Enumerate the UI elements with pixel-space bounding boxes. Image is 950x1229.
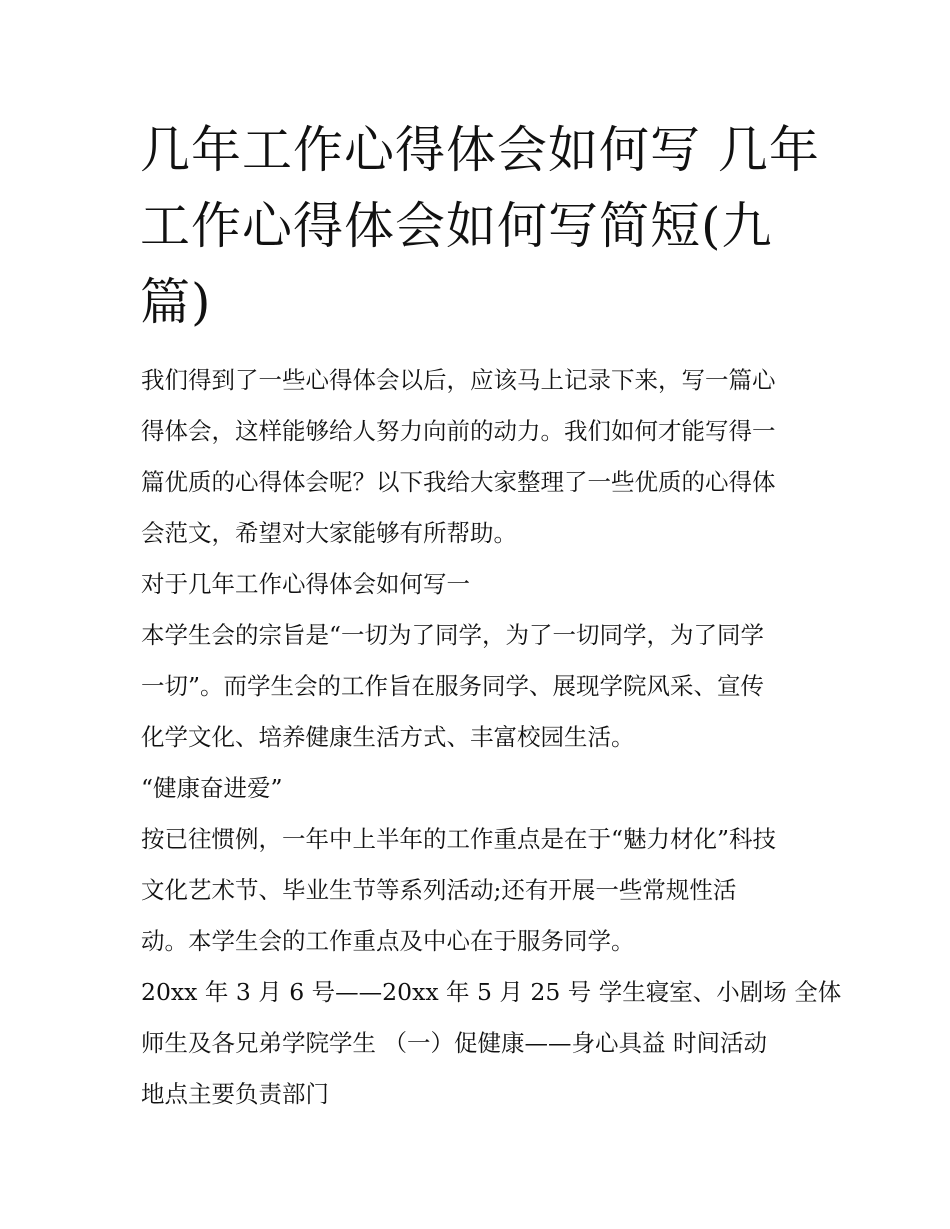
body-line: 地点主要负责部门 xyxy=(141,1080,329,1108)
document-body xyxy=(141,355,842,1120)
body-line: 文化艺术节、毕业生节等系列活动;还有开展一些常规性活 xyxy=(141,876,737,904)
document-title: 几年工作心得体会如何写 几年工作心得体会如何写简短(九篇) xyxy=(140,121,820,331)
section-heading: 对于几年工作心得体会如何写一 xyxy=(141,570,470,598)
body-line: 我们得到了一些心得体会以后，应该马上记录下来，写一篇心 xyxy=(141,366,776,394)
body-line: 化学文化、培养健康生活方式、丰富校园生活。 xyxy=(141,723,635,751)
body-line: 一切”。而学生会的工作旨在服务同学、展现学院风采、宣传 xyxy=(141,672,765,700)
body-line: 篇优质的心得体会呢？以下我给大家整理了一些优质的心得体 xyxy=(141,468,776,496)
body-line: 本学生会的宗旨是“一切为了同学，为了一切同学，为了同学 xyxy=(141,621,765,649)
body-line: 师生及各兄弟学院学生 （一）促健康——身心具益 时间活动 xyxy=(141,1029,767,1057)
body-line: 20xx 年 3 月 6 号——20xx 年 5 月 25 号 学生寝室、小剧场 全体 xyxy=(141,978,842,1006)
body-line: “健康奋进爱” xyxy=(141,774,283,802)
body-line: 动。本学生会的工作重点及中心在于服务同学。 xyxy=(141,927,635,955)
body-line: 会范文，希望对大家能够有所帮助。 xyxy=(141,519,517,547)
body-line: 得体会，这样能够给人努力向前的动力。我们如何才能写得一 xyxy=(141,417,776,445)
body-line: 按已往惯例，一年中上半年的工作重点是在于“魅力材化”科技 xyxy=(141,825,777,853)
